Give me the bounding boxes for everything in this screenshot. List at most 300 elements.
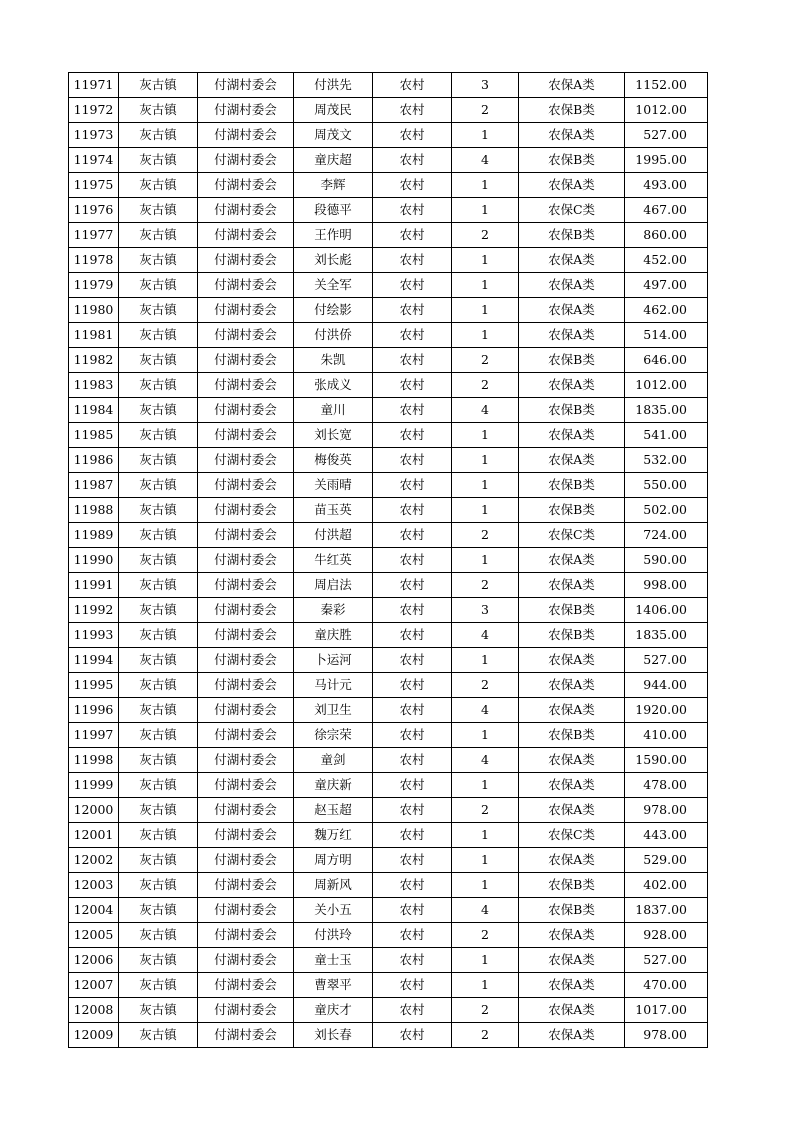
village-committee-cell: 付湖村委会 (198, 973, 294, 998)
name-cell: 徐宗荣 (294, 723, 373, 748)
category-cell: 农保A类 (519, 1023, 625, 1048)
amount-cell: 1406.00 (625, 598, 708, 623)
amount-cell: 1920.00 (625, 698, 708, 723)
household-count-cell: 2 (452, 373, 519, 398)
category-cell: 农保C类 (519, 823, 625, 848)
name-cell: 关小五 (294, 898, 373, 923)
area-type-cell: 农村 (373, 773, 452, 798)
household-count-cell: 4 (452, 898, 519, 923)
table-row (69, 498, 708, 523)
village-committee-cell: 付湖村委会 (198, 498, 294, 523)
village-committee-cell: 付湖村委会 (198, 173, 294, 198)
name-cell: 赵玉超 (294, 798, 373, 823)
area-type-cell: 农村 (373, 273, 452, 298)
name-cell: 魏万红 (294, 823, 373, 848)
table-row (69, 923, 708, 948)
category-cell: 农保B类 (519, 348, 625, 373)
serial-number-cell: 11979 (69, 273, 119, 298)
area-type-cell: 农村 (373, 448, 452, 473)
category-cell: 农保A类 (519, 548, 625, 573)
area-type-cell: 农村 (373, 248, 452, 273)
category-cell: 农保B类 (519, 723, 625, 748)
household-count-cell: 1 (452, 423, 519, 448)
village-committee-cell: 付湖村委会 (198, 398, 294, 423)
town-cell: 灰古镇 (119, 73, 198, 98)
area-type-cell: 农村 (373, 498, 452, 523)
town-cell: 灰古镇 (119, 223, 198, 248)
amount-cell: 1012.00 (625, 373, 708, 398)
household-count-cell: 1 (452, 548, 519, 573)
household-count-cell: 1 (452, 823, 519, 848)
village-committee-cell: 付湖村委会 (198, 698, 294, 723)
town-cell: 灰古镇 (119, 773, 198, 798)
category-cell: 农保A类 (519, 998, 625, 1023)
table-row (69, 673, 708, 698)
town-cell: 灰古镇 (119, 148, 198, 173)
category-cell: 农保A类 (519, 73, 625, 98)
household-count-cell: 1 (452, 723, 519, 748)
town-cell: 灰古镇 (119, 998, 198, 1023)
village-committee-cell: 付湖村委会 (198, 423, 294, 448)
amount-cell: 452.00 (625, 248, 708, 273)
household-count-cell: 1 (452, 773, 519, 798)
village-committee-cell: 付湖村委会 (198, 523, 294, 548)
name-cell: 童庆才 (294, 998, 373, 1023)
amount-cell: 527.00 (625, 648, 708, 673)
area-type-cell: 农村 (373, 798, 452, 823)
category-cell: 农保A类 (519, 673, 625, 698)
name-cell: 付洪先 (294, 73, 373, 98)
town-cell: 灰古镇 (119, 598, 198, 623)
name-cell: 刘长宽 (294, 423, 373, 448)
table-row (69, 948, 708, 973)
table-row (69, 98, 708, 123)
area-type-cell: 农村 (373, 198, 452, 223)
town-cell: 灰古镇 (119, 898, 198, 923)
area-type-cell: 农村 (373, 573, 452, 598)
village-committee-cell: 付湖村委会 (198, 73, 294, 98)
area-type-cell: 农村 (373, 698, 452, 723)
town-cell: 灰古镇 (119, 698, 198, 723)
table-row (69, 248, 708, 273)
town-cell: 灰古镇 (119, 423, 198, 448)
name-cell: 刘卫生 (294, 698, 373, 723)
serial-number-cell: 11973 (69, 123, 119, 148)
town-cell: 灰古镇 (119, 873, 198, 898)
table-row (69, 473, 708, 498)
name-cell: 马计元 (294, 673, 373, 698)
household-count-cell: 1 (452, 973, 519, 998)
name-cell: 刘长彪 (294, 248, 373, 273)
serial-number-cell: 12002 (69, 848, 119, 873)
household-count-cell: 1 (452, 298, 519, 323)
table-row (69, 748, 708, 773)
village-committee-cell: 付湖村委会 (198, 923, 294, 948)
amount-cell: 541.00 (625, 423, 708, 448)
serial-number-cell: 12005 (69, 923, 119, 948)
serial-number-cell: 11995 (69, 673, 119, 698)
amount-cell: 402.00 (625, 873, 708, 898)
table-row (69, 273, 708, 298)
amount-cell: 944.00 (625, 673, 708, 698)
town-cell: 灰古镇 (119, 473, 198, 498)
category-cell: 农保A类 (519, 423, 625, 448)
serial-number-cell: 11997 (69, 723, 119, 748)
table-row (69, 323, 708, 348)
village-committee-cell: 付湖村委会 (198, 673, 294, 698)
town-cell: 灰古镇 (119, 823, 198, 848)
village-committee-cell: 付湖村委会 (198, 1023, 294, 1048)
name-cell: 童士玉 (294, 948, 373, 973)
area-type-cell: 农村 (373, 623, 452, 648)
village-committee-cell: 付湖村委会 (198, 273, 294, 298)
table-row (69, 848, 708, 873)
town-cell: 灰古镇 (119, 248, 198, 273)
serial-number-cell: 12008 (69, 998, 119, 1023)
household-count-cell: 4 (452, 623, 519, 648)
area-type-cell: 农村 (373, 998, 452, 1023)
town-cell: 灰古镇 (119, 398, 198, 423)
name-cell: 刘长春 (294, 1023, 373, 1048)
name-cell: 曹翠平 (294, 973, 373, 998)
name-cell: 付洪玲 (294, 923, 373, 948)
town-cell: 灰古镇 (119, 798, 198, 823)
serial-number-cell: 11981 (69, 323, 119, 348)
village-committee-cell: 付湖村委会 (198, 848, 294, 873)
serial-number-cell: 11993 (69, 623, 119, 648)
category-cell: 农保A类 (519, 648, 625, 673)
name-cell: 周新风 (294, 873, 373, 898)
household-count-cell: 1 (452, 473, 519, 498)
category-cell: 农保B类 (519, 598, 625, 623)
amount-cell: 978.00 (625, 1023, 708, 1048)
amount-cell: 590.00 (625, 548, 708, 573)
category-cell: 农保C类 (519, 523, 625, 548)
category-cell: 农保A类 (519, 773, 625, 798)
serial-number-cell: 11994 (69, 648, 119, 673)
category-cell: 农保A类 (519, 123, 625, 148)
amount-cell: 502.00 (625, 498, 708, 523)
category-cell: 农保A类 (519, 798, 625, 823)
serial-number-cell: 11988 (69, 498, 119, 523)
area-type-cell: 农村 (373, 423, 452, 448)
name-cell: 张成义 (294, 373, 373, 398)
town-cell: 灰古镇 (119, 523, 198, 548)
village-committee-cell: 付湖村委会 (198, 948, 294, 973)
area-type-cell: 农村 (373, 973, 452, 998)
area-type-cell: 农村 (373, 523, 452, 548)
amount-cell: 1835.00 (625, 398, 708, 423)
household-count-cell: 1 (452, 248, 519, 273)
table-row (69, 698, 708, 723)
serial-number-cell: 12004 (69, 898, 119, 923)
area-type-cell: 农村 (373, 348, 452, 373)
area-type-cell: 农村 (373, 1023, 452, 1048)
household-count-cell: 1 (452, 198, 519, 223)
town-cell: 灰古镇 (119, 173, 198, 198)
category-cell: 农保B类 (519, 873, 625, 898)
household-count-cell: 4 (452, 748, 519, 773)
town-cell: 灰古镇 (119, 848, 198, 873)
area-type-cell: 农村 (373, 223, 452, 248)
town-cell: 灰古镇 (119, 98, 198, 123)
table-row (69, 373, 708, 398)
town-cell: 灰古镇 (119, 323, 198, 348)
category-cell: 农保A类 (519, 373, 625, 398)
serial-number-cell: 11987 (69, 473, 119, 498)
amount-cell: 514.00 (625, 323, 708, 348)
category-cell: 农保A类 (519, 298, 625, 323)
household-count-cell: 1 (452, 173, 519, 198)
village-committee-cell: 付湖村委会 (198, 998, 294, 1023)
serial-number-cell: 12009 (69, 1023, 119, 1048)
village-committee-cell: 付湖村委会 (198, 348, 294, 373)
table-row (69, 398, 708, 423)
amount-cell: 1995.00 (625, 148, 708, 173)
serial-number-cell: 11977 (69, 223, 119, 248)
town-cell: 灰古镇 (119, 573, 198, 598)
serial-number-cell: 12006 (69, 948, 119, 973)
table-row (69, 148, 708, 173)
village-committee-cell: 付湖村委会 (198, 723, 294, 748)
household-count-cell: 2 (452, 798, 519, 823)
village-committee-cell: 付湖村委会 (198, 198, 294, 223)
amount-cell: 1012.00 (625, 98, 708, 123)
name-cell: 周茂文 (294, 123, 373, 148)
table-row (69, 773, 708, 798)
category-cell: 农保A类 (519, 273, 625, 298)
town-cell: 灰古镇 (119, 448, 198, 473)
amount-cell: 998.00 (625, 573, 708, 598)
serial-number-cell: 11972 (69, 98, 119, 123)
category-cell: 农保A类 (519, 698, 625, 723)
amount-cell: 410.00 (625, 723, 708, 748)
household-count-cell: 1 (452, 873, 519, 898)
area-type-cell: 农村 (373, 748, 452, 773)
household-count-cell: 3 (452, 73, 519, 98)
table-row (69, 1023, 708, 1048)
village-committee-cell: 付湖村委会 (198, 298, 294, 323)
household-count-cell: 2 (452, 348, 519, 373)
category-cell: 农保A类 (519, 748, 625, 773)
town-cell: 灰古镇 (119, 973, 198, 998)
amount-cell: 527.00 (625, 948, 708, 973)
household-count-cell: 4 (452, 148, 519, 173)
category-cell: 农保A类 (519, 323, 625, 348)
village-committee-cell: 付湖村委会 (198, 873, 294, 898)
serial-number-cell: 11975 (69, 173, 119, 198)
table-row (69, 823, 708, 848)
table-row (69, 73, 708, 98)
serial-number-cell: 11971 (69, 73, 119, 98)
table-row (69, 873, 708, 898)
household-count-cell: 1 (452, 273, 519, 298)
name-cell: 段德平 (294, 198, 373, 223)
category-cell: 农保A类 (519, 573, 625, 598)
category-cell: 农保B类 (519, 148, 625, 173)
amount-cell: 470.00 (625, 973, 708, 998)
amount-cell: 1017.00 (625, 998, 708, 1023)
table-row (69, 973, 708, 998)
village-committee-cell: 付湖村委会 (198, 548, 294, 573)
amount-cell: 860.00 (625, 223, 708, 248)
table-row (69, 448, 708, 473)
town-cell: 灰古镇 (119, 273, 198, 298)
village-committee-cell: 付湖村委会 (198, 373, 294, 398)
category-cell: 农保A类 (519, 923, 625, 948)
village-committee-cell: 付湖村委会 (198, 473, 294, 498)
name-cell: 付绘影 (294, 298, 373, 323)
category-cell: 农保B类 (519, 398, 625, 423)
serial-number-cell: 11992 (69, 598, 119, 623)
amount-cell: 646.00 (625, 348, 708, 373)
serial-number-cell: 11980 (69, 298, 119, 323)
serial-number-cell: 12000 (69, 798, 119, 823)
area-type-cell: 农村 (373, 848, 452, 873)
serial-number-cell: 11996 (69, 698, 119, 723)
amount-cell: 1837.00 (625, 898, 708, 923)
area-type-cell: 农村 (373, 923, 452, 948)
amount-cell: 462.00 (625, 298, 708, 323)
serial-number-cell: 12007 (69, 973, 119, 998)
town-cell: 灰古镇 (119, 198, 198, 223)
amount-cell: 550.00 (625, 473, 708, 498)
town-cell: 灰古镇 (119, 623, 198, 648)
household-count-cell: 2 (452, 673, 519, 698)
name-cell: 童庆超 (294, 148, 373, 173)
data-table (68, 72, 708, 1048)
village-committee-cell: 付湖村委会 (198, 598, 294, 623)
household-count-cell: 2 (452, 523, 519, 548)
table-row (69, 223, 708, 248)
town-cell: 灰古镇 (119, 373, 198, 398)
table-body (69, 73, 708, 1048)
name-cell: 关雨晴 (294, 473, 373, 498)
town-cell: 灰古镇 (119, 673, 198, 698)
name-cell: 童庆新 (294, 773, 373, 798)
serial-number-cell: 11985 (69, 423, 119, 448)
table-row (69, 123, 708, 148)
serial-number-cell: 11986 (69, 448, 119, 473)
household-count-cell: 2 (452, 573, 519, 598)
name-cell: 付洪侨 (294, 323, 373, 348)
area-type-cell: 农村 (373, 948, 452, 973)
amount-cell: 928.00 (625, 923, 708, 948)
category-cell: 农保B类 (519, 623, 625, 648)
serial-number-cell: 11976 (69, 198, 119, 223)
area-type-cell: 农村 (373, 873, 452, 898)
category-cell: 农保C类 (519, 198, 625, 223)
area-type-cell: 农村 (373, 648, 452, 673)
serial-number-cell: 11998 (69, 748, 119, 773)
area-type-cell: 农村 (373, 173, 452, 198)
village-committee-cell: 付湖村委会 (198, 823, 294, 848)
table-row (69, 348, 708, 373)
category-cell: 农保B类 (519, 223, 625, 248)
name-cell: 童庆胜 (294, 623, 373, 648)
household-count-cell: 1 (452, 323, 519, 348)
amount-cell: 532.00 (625, 448, 708, 473)
area-type-cell: 农村 (373, 298, 452, 323)
area-type-cell: 农村 (373, 323, 452, 348)
village-committee-cell: 付湖村委会 (198, 248, 294, 273)
household-count-cell: 1 (452, 448, 519, 473)
town-cell: 灰古镇 (119, 748, 198, 773)
name-cell: 付洪超 (294, 523, 373, 548)
serial-number-cell: 11991 (69, 573, 119, 598)
amount-cell: 478.00 (625, 773, 708, 798)
town-cell: 灰古镇 (119, 348, 198, 373)
area-type-cell: 农村 (373, 373, 452, 398)
village-committee-cell: 付湖村委会 (198, 98, 294, 123)
area-type-cell: 农村 (373, 598, 452, 623)
amount-cell: 493.00 (625, 173, 708, 198)
table-row (69, 598, 708, 623)
household-count-cell: 2 (452, 1023, 519, 1048)
village-committee-cell: 付湖村委会 (198, 448, 294, 473)
household-count-cell: 4 (452, 698, 519, 723)
village-committee-cell: 付湖村委会 (198, 898, 294, 923)
name-cell: 卜运河 (294, 648, 373, 673)
name-cell: 李辉 (294, 173, 373, 198)
area-type-cell: 农村 (373, 73, 452, 98)
category-cell: 农保A类 (519, 173, 625, 198)
area-type-cell: 农村 (373, 898, 452, 923)
household-count-cell: 2 (452, 923, 519, 948)
town-cell: 灰古镇 (119, 923, 198, 948)
area-type-cell: 农村 (373, 673, 452, 698)
town-cell: 灰古镇 (119, 548, 198, 573)
category-cell: 农保A类 (519, 848, 625, 873)
category-cell: 农保B类 (519, 98, 625, 123)
table-row (69, 898, 708, 923)
household-count-cell: 1 (452, 848, 519, 873)
serial-number-cell: 11978 (69, 248, 119, 273)
amount-cell: 724.00 (625, 523, 708, 548)
household-count-cell: 1 (452, 648, 519, 673)
category-cell: 农保A类 (519, 448, 625, 473)
amount-cell: 1590.00 (625, 748, 708, 773)
table-row (69, 623, 708, 648)
table-row (69, 798, 708, 823)
table-row (69, 523, 708, 548)
amount-cell: 1835.00 (625, 623, 708, 648)
serial-number-cell: 11983 (69, 373, 119, 398)
area-type-cell: 农村 (373, 98, 452, 123)
name-cell: 周启法 (294, 573, 373, 598)
area-type-cell: 农村 (373, 548, 452, 573)
amount-cell: 443.00 (625, 823, 708, 848)
town-cell: 灰古镇 (119, 298, 198, 323)
area-type-cell: 农村 (373, 473, 452, 498)
name-cell: 童川 (294, 398, 373, 423)
table-row (69, 423, 708, 448)
serial-number-cell: 12003 (69, 873, 119, 898)
village-committee-cell: 付湖村委会 (198, 798, 294, 823)
serial-number-cell: 11982 (69, 348, 119, 373)
name-cell: 苗玉英 (294, 498, 373, 523)
village-committee-cell: 付湖村委会 (198, 123, 294, 148)
village-committee-cell: 付湖村委会 (198, 748, 294, 773)
name-cell: 朱凯 (294, 348, 373, 373)
town-cell: 灰古镇 (119, 723, 198, 748)
category-cell: 农保A类 (519, 973, 625, 998)
town-cell: 灰古镇 (119, 498, 198, 523)
town-cell: 灰古镇 (119, 948, 198, 973)
town-cell: 灰古镇 (119, 648, 198, 673)
household-count-cell: 1 (452, 123, 519, 148)
serial-number-cell: 11989 (69, 523, 119, 548)
